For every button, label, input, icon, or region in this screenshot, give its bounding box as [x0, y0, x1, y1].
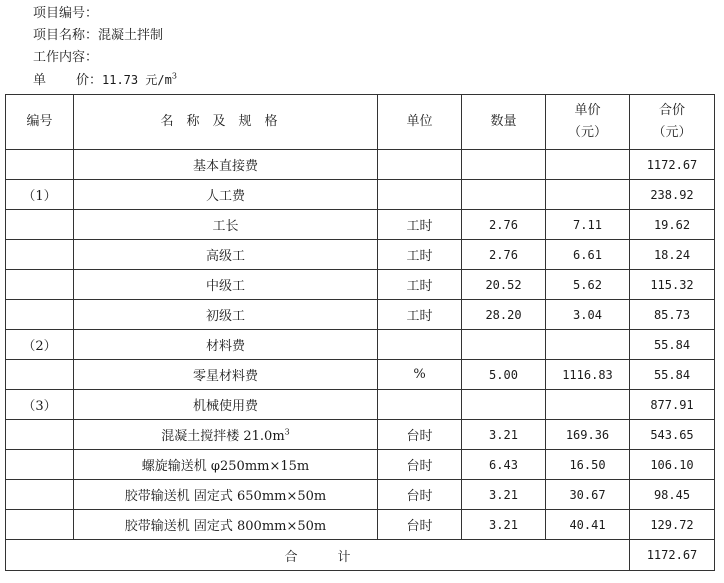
row-unit: 工时	[378, 210, 462, 240]
row-total: 543.65	[630, 420, 715, 450]
row-unit: 台时	[378, 420, 462, 450]
row-qty: 2.76	[462, 240, 546, 270]
row-total: 129.72	[630, 510, 715, 540]
project-name-line	[33, 28, 163, 44]
table-row	[6, 180, 715, 210]
row-qty	[462, 390, 546, 420]
row-code	[6, 360, 74, 390]
row-code	[6, 150, 74, 180]
table-row	[6, 210, 715, 240]
row-unit: 台时	[378, 510, 462, 540]
row-unit-price	[546, 150, 630, 180]
row-unit: %	[378, 360, 462, 390]
table-footer-row	[6, 540, 715, 571]
row-unit: 工时	[378, 270, 462, 300]
row-name: 工长	[74, 210, 378, 240]
row-total: 238.92	[630, 180, 715, 210]
unit-price-superscript: 3	[171, 71, 177, 81]
row-unit-price	[546, 330, 630, 360]
row-total: 106.10	[630, 450, 715, 480]
row-name: 中级工	[74, 270, 378, 300]
row-code	[6, 510, 74, 540]
row-name: 胶带输送机 固定式 650mm×50m	[74, 480, 378, 510]
row-total: 55.84	[630, 330, 715, 360]
row-total: 877.91	[630, 390, 715, 420]
row-name: 基本直接费	[74, 150, 378, 180]
project-name-label: 项目名称：	[33, 28, 99, 43]
row-unit-price	[546, 180, 630, 210]
row-qty: 3.21	[462, 480, 546, 510]
table-row	[6, 390, 715, 420]
table-header-row	[6, 95, 715, 150]
header-qty: 数量	[462, 95, 546, 150]
project-name-value: 混凝土拌制	[98, 28, 164, 43]
row-name: 混凝土搅拌楼 $21.0m^3$	[74, 420, 378, 450]
row-unit	[378, 330, 462, 360]
header-total: 合价 （元）	[630, 95, 715, 150]
table-row	[6, 510, 715, 540]
row-unit-price	[546, 390, 630, 420]
table-row	[6, 480, 715, 510]
unit-price-label: 单 价：	[33, 73, 103, 88]
row-qty: 2.76	[462, 210, 546, 240]
row-unit-price: 1116.83	[546, 360, 630, 390]
row-total: 55.84	[630, 360, 715, 390]
row-unit-price: 16.50	[546, 450, 630, 480]
header-unit-price: 单价 （元）	[546, 95, 630, 150]
row-code	[6, 450, 74, 480]
row-qty: 20.52	[462, 270, 546, 300]
work-content-label: 工作内容：	[33, 50, 99, 65]
row-qty: 3.21	[462, 420, 546, 450]
table-row	[6, 300, 715, 330]
row-code	[6, 240, 74, 270]
unit-price-line	[33, 72, 177, 89]
row-unit	[378, 180, 462, 210]
header-name: 名称及规格	[74, 95, 378, 150]
row-name: 螺旋输送机 φ250mm×15m	[74, 450, 378, 480]
table-row	[6, 360, 715, 390]
row-code: （2）	[6, 330, 74, 360]
row-unit-price: 5.62	[546, 270, 630, 300]
table-row	[6, 240, 715, 270]
row-name: 高级工	[74, 240, 378, 270]
cost-table	[5, 94, 715, 571]
row-qty: 5.00	[462, 360, 546, 390]
row-unit-price: 30.67	[546, 480, 630, 510]
row-code	[6, 420, 74, 450]
table-row	[6, 450, 715, 480]
row-name: 胶带输送机 固定式 800mm×50m	[74, 510, 378, 540]
footer-label: 合计	[6, 540, 630, 571]
row-unit-price: 7.11	[546, 210, 630, 240]
project-number-line	[33, 6, 98, 22]
row-name: 零星材料费	[74, 360, 378, 390]
row-name: 初级工	[74, 300, 378, 330]
header-unit: 单位	[378, 95, 462, 150]
row-total: 98.45	[630, 480, 715, 510]
row-total: 85.73	[630, 300, 715, 330]
project-number-label: 项目编号：	[33, 6, 99, 21]
row-unit-price: 3.04	[546, 300, 630, 330]
table-row	[6, 150, 715, 180]
row-unit	[378, 150, 462, 180]
row-unit	[378, 390, 462, 420]
row-name: 材料费	[74, 330, 378, 360]
row-qty	[462, 180, 546, 210]
row-name-superscript: 3	[284, 427, 290, 437]
row-unit: 工时	[378, 300, 462, 330]
row-qty	[462, 330, 546, 360]
row-code: （1）	[6, 180, 74, 210]
row-unit-price: 40.41	[546, 510, 630, 540]
row-unit-price: 169.36	[546, 420, 630, 450]
row-unit: 台时	[378, 480, 462, 510]
row-qty: 3.21	[462, 510, 546, 540]
footer-total: 1172.67	[630, 540, 715, 571]
row-qty: 28.20	[462, 300, 546, 330]
row-code	[6, 300, 74, 330]
row-name: 人工费	[74, 180, 378, 210]
row-unit: 台时	[378, 450, 462, 480]
row-code	[6, 270, 74, 300]
row-total: 1172.67	[630, 150, 715, 180]
unit-price-value: 11.73 元/m	[102, 73, 172, 87]
work-content-line	[33, 50, 98, 66]
row-code	[6, 480, 74, 510]
row-total: 115.32	[630, 270, 715, 300]
row-name: 机械使用费	[74, 390, 378, 420]
row-code	[6, 210, 74, 240]
row-qty: 6.43	[462, 450, 546, 480]
row-unit-price: 6.61	[546, 240, 630, 270]
row-total: 19.62	[630, 210, 715, 240]
table-row	[6, 270, 715, 300]
row-total: 18.24	[630, 240, 715, 270]
row-qty	[462, 150, 546, 180]
table-row	[6, 420, 715, 450]
header-code: 编号	[6, 95, 74, 150]
row-code: （3）	[6, 390, 74, 420]
table-row	[6, 330, 715, 360]
row-unit: 工时	[378, 240, 462, 270]
